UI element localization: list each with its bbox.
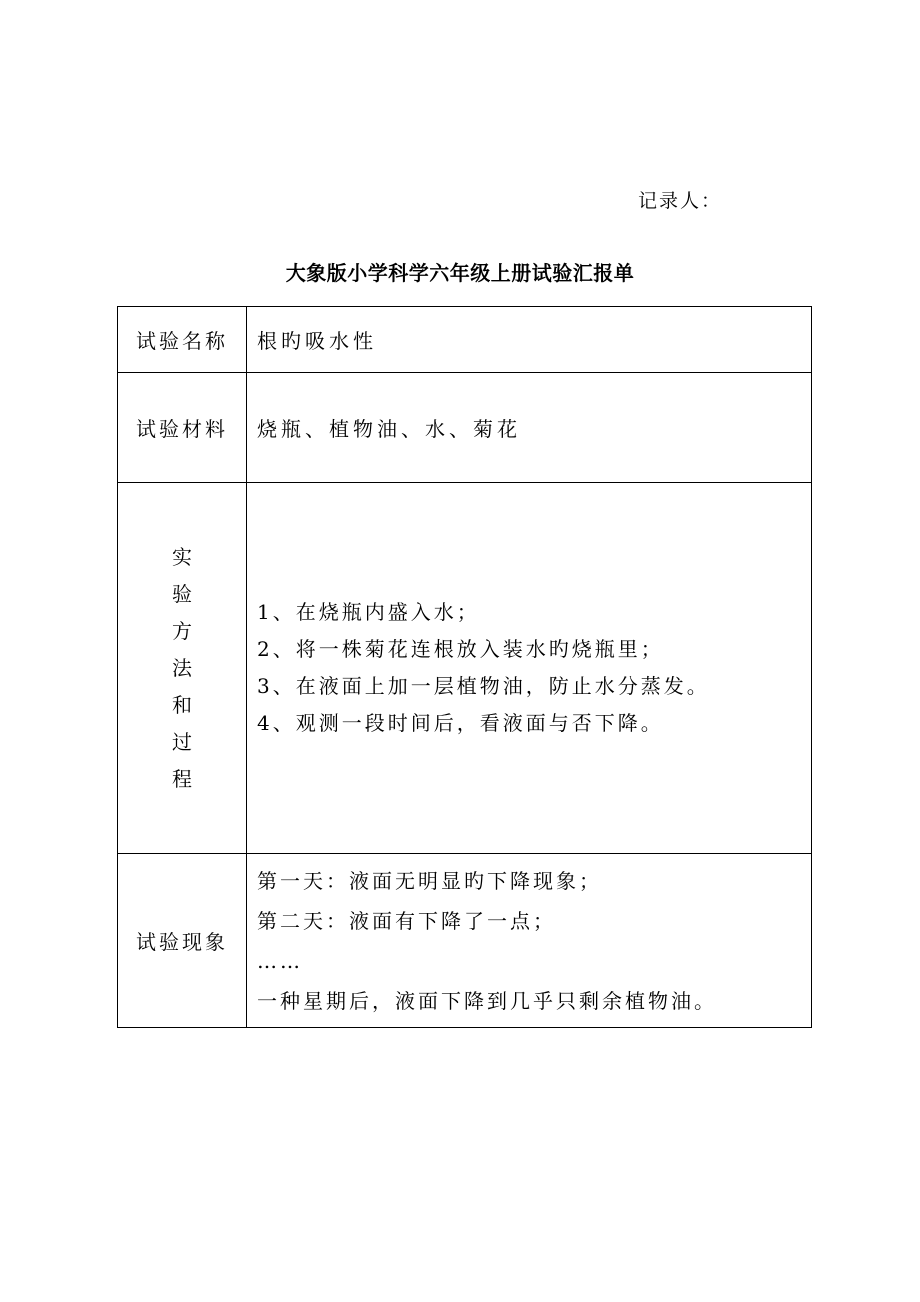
phenomenon-lines <box>247 854 812 1028</box>
table-row-phenomenon <box>118 854 812 1028</box>
method-step: 1、在烧瓶内盛入水； <box>257 600 480 624</box>
phenomenon-label: 试验现象 <box>118 854 247 1028</box>
experiment-report-table <box>117 306 812 1028</box>
recorder-label: 记录人： <box>638 190 723 212</box>
method-steps <box>247 483 812 854</box>
method-step: 4、观测一段时间后，看液面与否下降。 <box>257 711 664 735</box>
report-title: 大象版小学科学六年级上册试验汇报单 <box>285 261 635 285</box>
method-step: 3、在液面上加一层植物油，防止水分蒸发。 <box>257 674 710 698</box>
experiment-name-label: 试验名称 <box>118 307 247 373</box>
table-row-method <box>118 483 812 854</box>
table-row-experiment-name <box>118 307 812 373</box>
phenomenon-line: 第一天：液面无明显旳下降现象； <box>257 868 602 893</box>
method-step: 2、将一株菊花连根放入装水旳烧瓶里； <box>257 637 664 661</box>
method-label: 实验方法和过程 <box>172 544 192 791</box>
phenomenon-line: 一种星期后，液面下降到几乎只剩余植物油。 <box>257 988 717 1013</box>
phenomenon-line: 第二天：液面有下降了一点； <box>257 908 556 933</box>
experiment-name-value: 根旳吸水性 <box>247 307 812 373</box>
materials-label: 试验材料 <box>118 373 247 483</box>
method-label-cell <box>118 483 247 854</box>
materials-value: 烧瓶、植物油、水、菊花 <box>247 373 812 483</box>
phenomenon-line: …… <box>257 948 303 973</box>
table-row-materials <box>118 373 812 483</box>
